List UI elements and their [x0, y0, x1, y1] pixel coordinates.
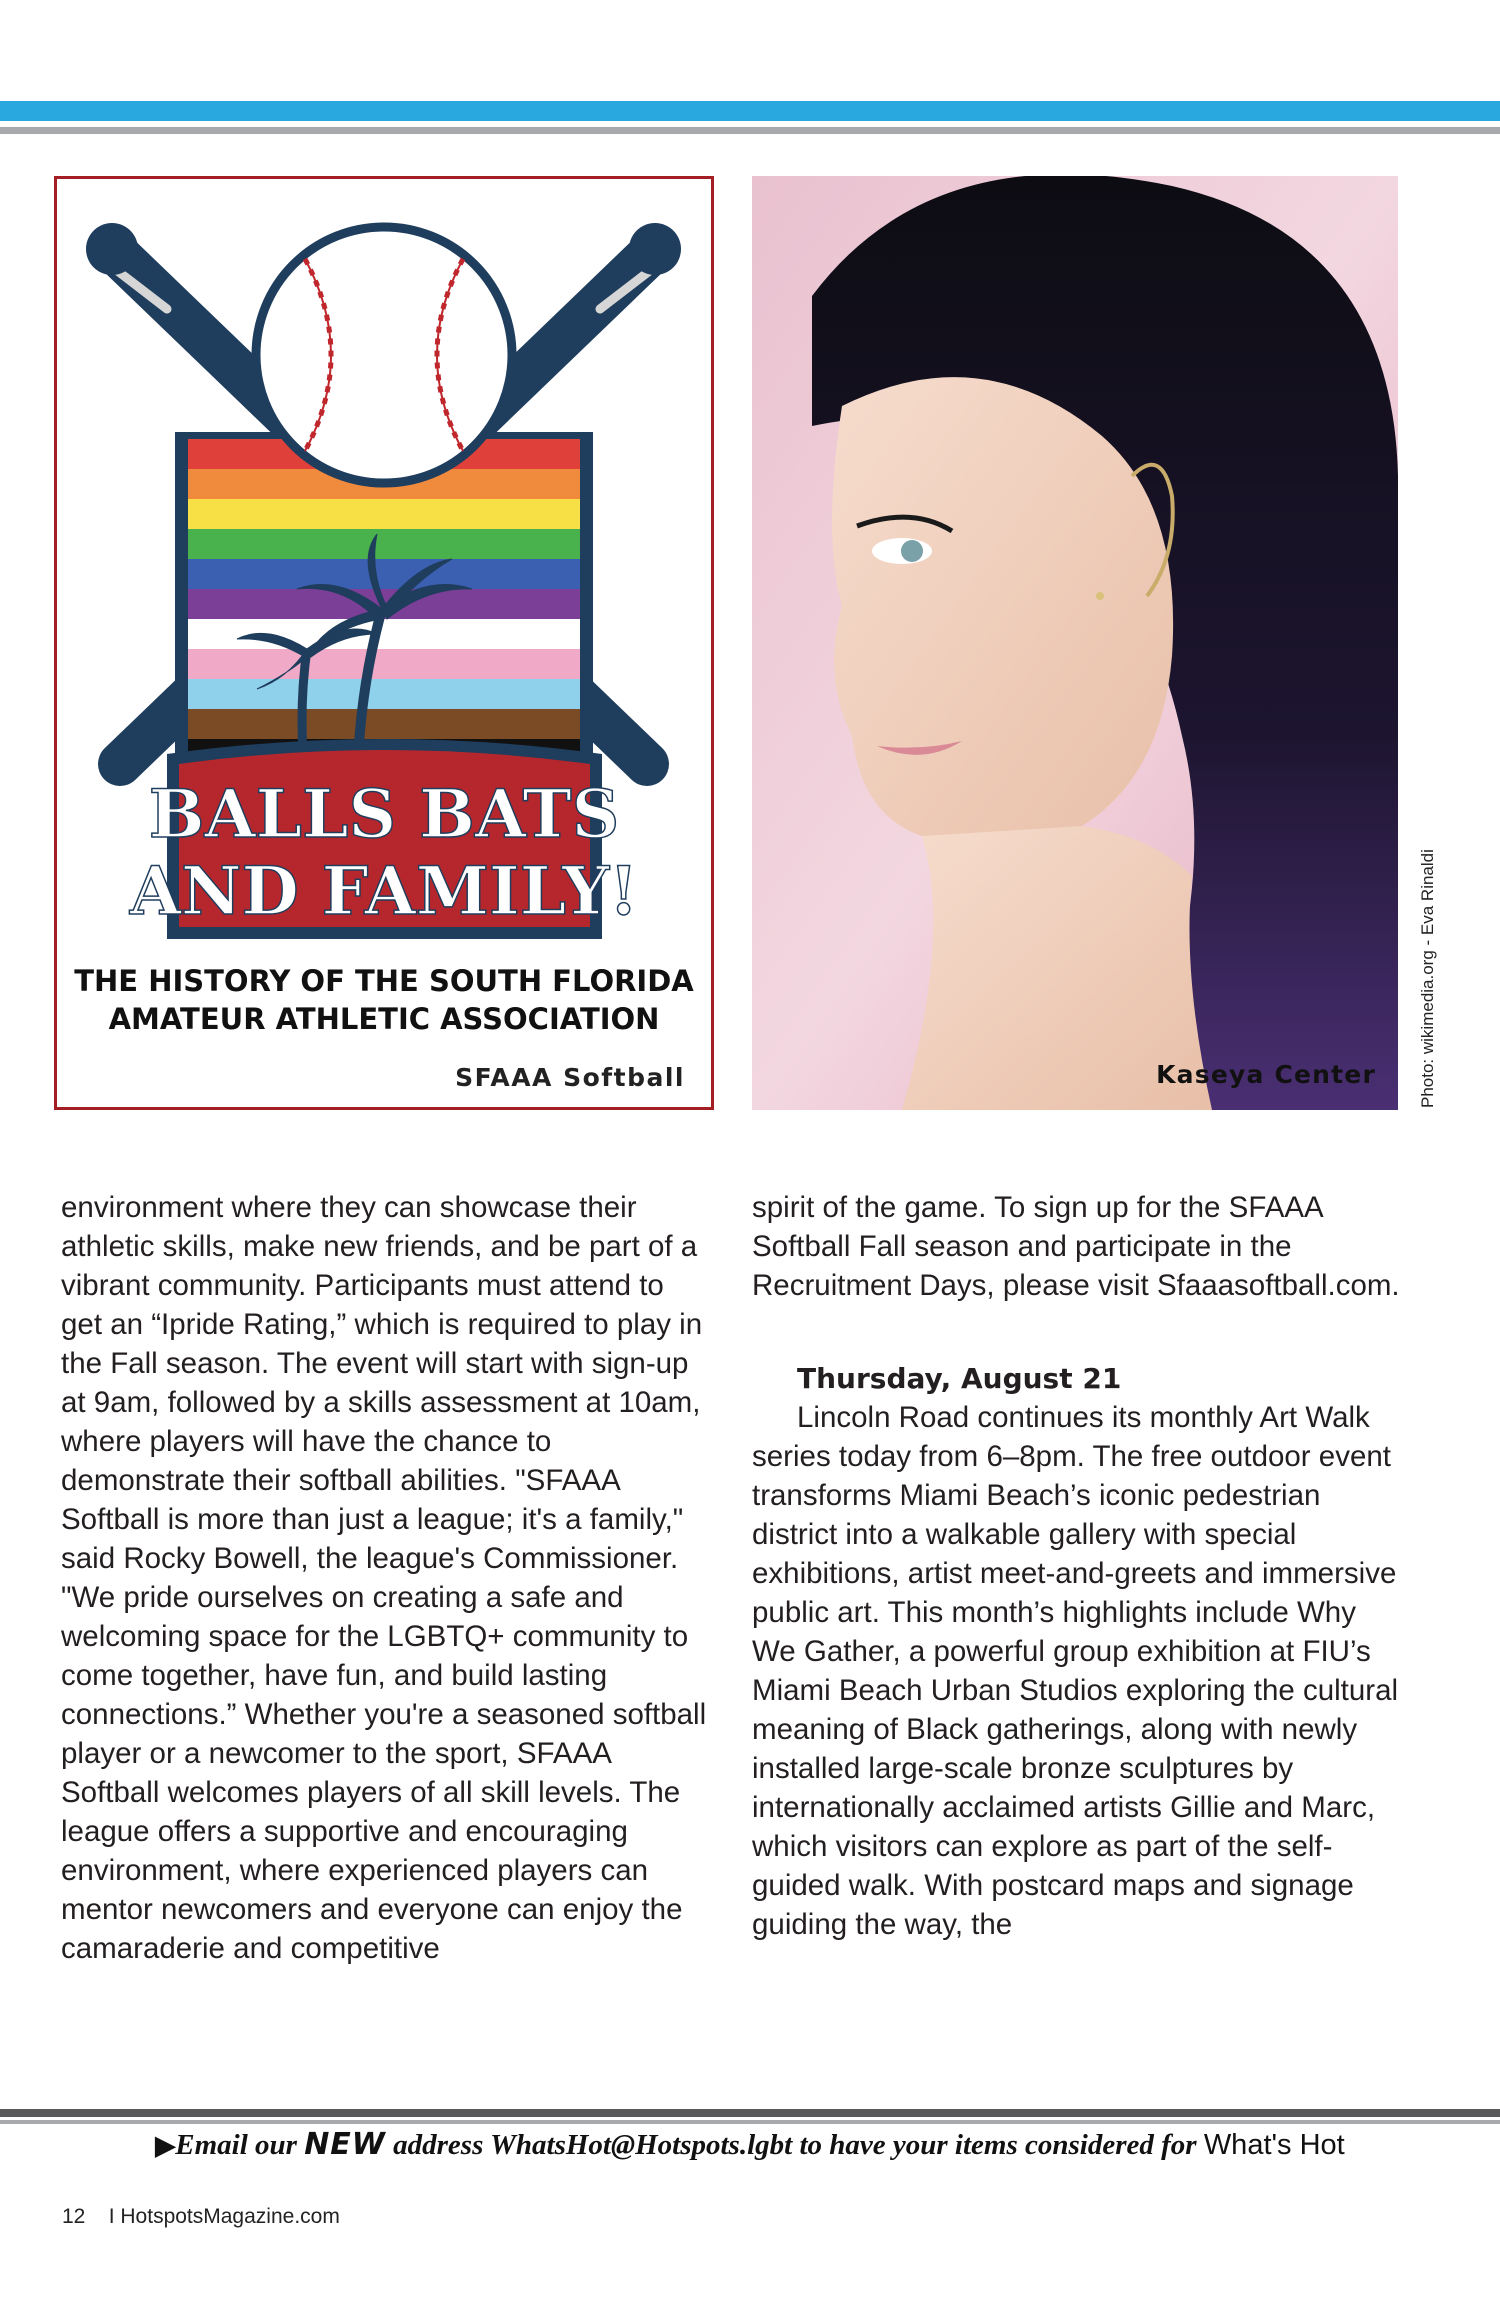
header-rule-blue [0, 101, 1500, 121]
right-column-body: Lincoln Road continues its monthly Art Walk series today from 6–8pm. The free outdoor event transforms Miami Beach’s iconic pedestrian district into a walkable gallery with special exhibitions, artist meet-and-greets and immersive public art. This month’s highlights include Why We Gather, a powerful group exhibition at FIU’s Miami Beach Urban Studios exploring the cultural meaning of Black gatherings, along with newly installed large-scale bronze sculptures by internationally acclaimed artists Gillie and Marc, which visitors can explore as part of the self-guided walk. With postcard maps and signage guiding the way, the [752, 1401, 1399, 1941]
article-left-column [61, 1188, 711, 1968]
page-footer [62, 2205, 340, 2229]
footer-new-word: NEW [304, 2127, 386, 2162]
page-number: 12 [62, 2205, 86, 2228]
logo-subtitle-line1: THE HISTORY OF THE SOUTH FLORIDA [74, 964, 694, 998]
portrait-photo [752, 176, 1398, 1110]
baseball-icon [256, 227, 512, 483]
logo-banner [129, 739, 638, 939]
portrait-image [752, 176, 1398, 1110]
footer-separator: I [108, 2205, 115, 2228]
event-date-heading: Thursday, August 21 [797, 1362, 1122, 1395]
logo-credit: SFAAA Softball [455, 1063, 685, 1092]
logo-title-line1: BALLS BATS [148, 775, 620, 853]
right-column-intro: spirit of the game. To sign up for the SFAAA Softball Fall season and participate in the Recruitment Days, please visit Sfaaasoftball.com. [752, 1191, 1400, 1302]
footer-banner [0, 2123, 1500, 2168]
photo-credit: Photo: wikimedia.org - Eva Rinaldi [1418, 849, 1437, 1108]
footer-whats-hot: What's Hot [1203, 2129, 1345, 2161]
footer-email-prefix: Email our [175, 2129, 297, 2161]
logo-title-line2: AND FAMILY! [129, 852, 639, 930]
footer-rule-dark [0, 2109, 1500, 2117]
header-rule-gray [0, 127, 1500, 134]
article-right-column [752, 1188, 1402, 1944]
logo-subtitle-line2: AMATEUR ATHLETIC ASSOCIATION [108, 1002, 660, 1036]
softball-logo-card [54, 176, 714, 1110]
photo-caption: Kaseya Center [1156, 1060, 1376, 1089]
footer-email-middle: address WhatsHot@Hotspots.lgbt to have your items considered for [393, 2129, 1197, 2161]
play-arrow-icon: ▶ [155, 2131, 176, 2160]
left-column-text: environment where they can showcase their athletic skills, make new friends, and be part of a vibrant community. Participants must attend to get an “Ipride Rating,” which is required to play in the Fall season. The event will start with sign-up at 9am, followed by a skills assessment at 10am, where players will have the chance to demonstrate their softball abilities. "SFAAA Softball is more than just a league; it's a family," said Rocky Bowell, the league's Commissioner. "We pride ourselves on creating a safe and welcoming space for the LGBTQ+ community to come together, have fun, and build lasting connections.” Whether you're a seasoned softball player or a newcomer to the sport, SFAAA Softball welcomes players of all skill levels. The league offers a supportive and encouraging environment, where experienced players can mentor newcomers and everyone can enjoy the camaraderie and competitive [61, 1191, 707, 1965]
logo-subtitle [57, 962, 711, 1038]
site-link[interactable]: HotspotsMagazine.com [120, 2205, 340, 2228]
